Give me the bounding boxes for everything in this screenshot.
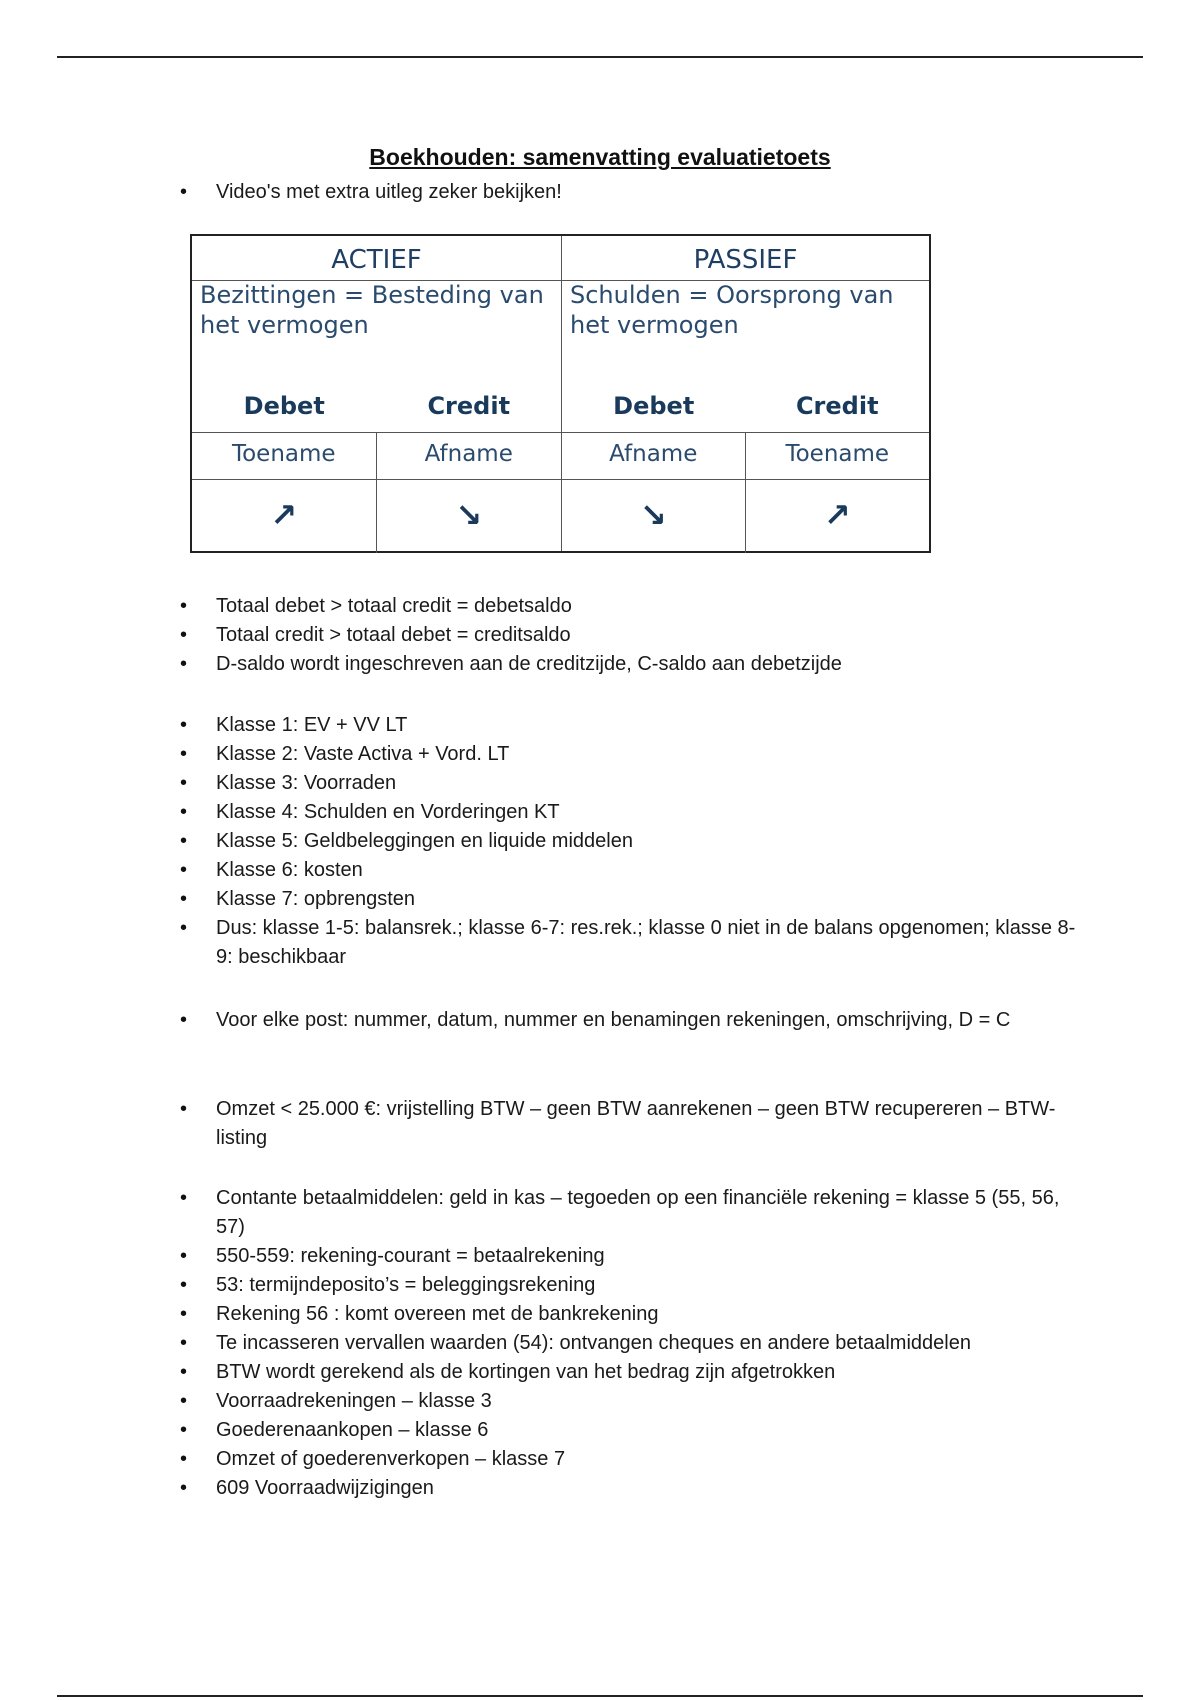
rekeningen-list — [180, 1184, 1080, 1503]
list-item: • BTW wordt gerekend als de kortingen van het bedrag zijn afgetrokken — [180, 1358, 1080, 1387]
saldo-list — [180, 592, 1080, 679]
passief-debet-label: Debet — [613, 392, 695, 420]
list-item: • Rekening 56 : komt overeen met de bankrekening — [180, 1300, 1080, 1329]
passief-column — [562, 236, 929, 551]
actief-credit-label: Credit — [427, 392, 511, 420]
arrow-down-right-icon: ↘ — [562, 479, 746, 553]
arrow-up-right-icon: ↗ — [192, 479, 377, 553]
list-item: • Klasse 1: EV + VV LT — [180, 711, 1080, 740]
intro-list — [180, 178, 1080, 207]
list-item: • Goederenaankopen – klasse 6 — [180, 1416, 1080, 1445]
passief-debet-effect: Afname — [562, 432, 746, 479]
list-item: • 550-559: rekening-courant = betaalrekening — [180, 1242, 1080, 1271]
actief-description: Bezittingen = Besteding van het vermogen — [200, 281, 544, 339]
list-item: • Klasse 4: Schulden en Vorderingen KT — [180, 798, 1080, 827]
list-item: • Totaal credit > totaal debet = creditsaldo — [180, 621, 1080, 650]
actief-header: ACTIEF — [192, 236, 561, 281]
list-item: • Klasse 7: opbrengsten — [180, 885, 1080, 914]
list-item: • Voorraadrekeningen – klasse 3 — [180, 1387, 1080, 1416]
list-item: • Voor elke post: nummer, datum, nummer en benamingen rekeningen, omschrijving, D = C — [180, 1006, 1080, 1035]
page-bottom-rule — [57, 1695, 1143, 1697]
list-item: • Klasse 5: Geldbeleggingen en liquide middelen — [180, 827, 1080, 856]
btw-list — [180, 1095, 1080, 1153]
list-item: • Omzet < 25.000 €: vrijstelling BTW – geen BTW aanrekenen – geen BTW recupereren – BTW-listing — [180, 1095, 1080, 1153]
list-item: • Video's met extra uitleg zeker bekijken! — [180, 178, 1080, 207]
list-item: • Klasse 2: Vaste Activa + Vord. LT — [180, 740, 1080, 769]
actief-credit-effect: Afname — [377, 432, 562, 479]
list-item: • D-saldo wordt ingeschreven aan de creditzijde, C-saldo aan debetzijde — [180, 650, 1080, 679]
list-item: • Contante betaalmiddelen: geld in kas – tegoeden op een financiële rekening = klasse 5 (55, 56, 57) — [180, 1184, 1080, 1242]
page-top-rule — [57, 56, 1143, 58]
actief-debet-effect: Toename — [192, 432, 377, 479]
post-list — [180, 1006, 1080, 1035]
arrow-up-right-icon: ↗ — [746, 479, 930, 553]
list-item: • Omzet of goederenverkopen – klasse 7 — [180, 1445, 1080, 1474]
actief-column — [192, 236, 561, 551]
list-item: • 609 Voorraadwijzigingen — [180, 1474, 1080, 1503]
page-title: Boekhouden: samenvatting evaluatietoets — [369, 144, 831, 170]
passief-credit-label: Credit — [795, 392, 879, 420]
list-item: • Te incasseren vervallen waarden (54): ontvangen cheques en andere betaalmiddelen — [180, 1329, 1080, 1358]
passief-description: Schulden = Oorsprong van het vermogen — [570, 281, 894, 339]
list-item: • 53: termijndeposito’s = beleggingsrekening — [180, 1271, 1080, 1300]
arrow-down-right-icon: ↘ — [377, 479, 562, 553]
list-item: • Dus: klasse 1-5: balansrek.; klasse 6-7: res.rek.; klasse 0 niet in de balans opgenomen; klasse 8-9: beschikbaar — [180, 914, 1080, 972]
list-item: • Klasse 3: Voorraden — [180, 769, 1080, 798]
passief-header: PASSIEF — [562, 236, 929, 281]
list-item: • Klasse 6: kosten — [180, 856, 1080, 885]
t-account-table — [190, 234, 931, 553]
list-item: • Totaal debet > totaal credit = debetsaldo — [180, 592, 1080, 621]
actief-debet-label: Debet — [243, 392, 325, 420]
passief-credit-effect: Toename — [746, 432, 930, 479]
klassen-list — [180, 711, 1080, 972]
